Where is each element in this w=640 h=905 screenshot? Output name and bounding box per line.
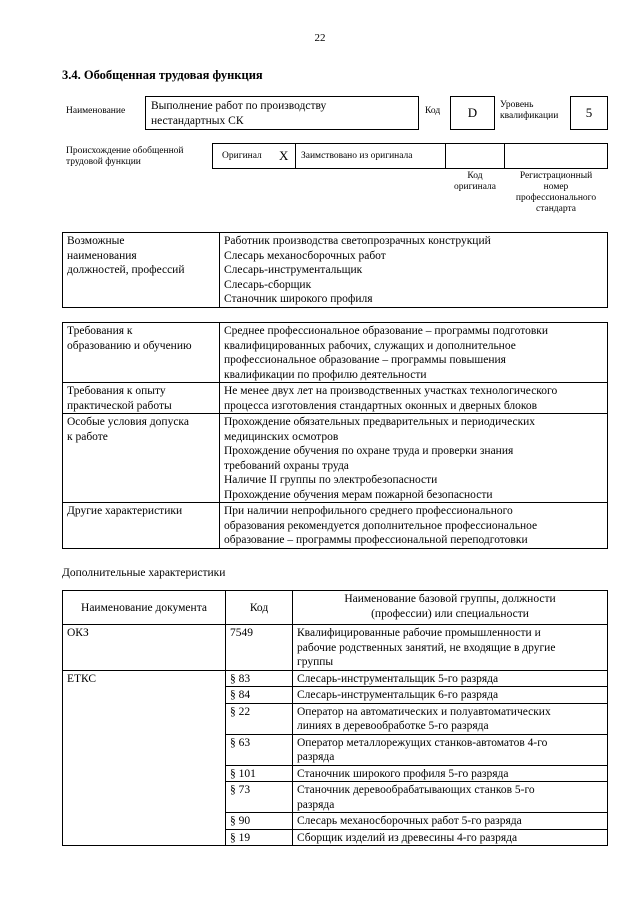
name-line: линиях в деревообработке 5-го разряда (297, 720, 489, 732)
requirements-table (62, 322, 608, 549)
requirement-value (220, 414, 608, 503)
value-line: Не менее двух лет на производственных участках технологического (224, 385, 558, 397)
doc-cell: ОКЗ (63, 625, 226, 671)
caption-line: оригинала (454, 182, 496, 192)
label-line: Другие характеристики (67, 505, 183, 517)
additional-title: Дополнительные характеристики (62, 567, 226, 579)
positions-table (62, 232, 608, 308)
value-line: Наличие II группы по электробезопасности (224, 474, 438, 486)
code-header: Код (226, 591, 293, 625)
code-cell: § 83 (226, 670, 293, 687)
requirement-row (63, 323, 608, 383)
code-cell: § 22 (226, 703, 293, 734)
level-label-line: квалификации (500, 111, 559, 121)
value-line: Прохождение обязательных предварительных и периодических (224, 416, 536, 428)
function-name-line: Выполнение работ по производству (151, 100, 327, 112)
table-row (63, 625, 608, 671)
value-line: требований охраны труда (224, 459, 349, 472)
doc-cell: ЕТКС (63, 670, 226, 846)
position-item: Слесарь-сборщик (224, 278, 312, 291)
position-item: Слесарь-инструментальщик (224, 264, 363, 276)
code-cell: § 84 (226, 687, 293, 704)
header-line: (профессии) или специальности (371, 607, 529, 620)
name-line: разряда (297, 798, 335, 811)
requirement-value (220, 323, 608, 383)
page-number: 22 (314, 32, 326, 44)
caption-line: Код (467, 171, 483, 181)
caption-line: Регистрационный (519, 171, 593, 181)
positions-label (63, 233, 220, 308)
value-line: квалификации по профилю деятельности (224, 368, 427, 381)
requirement-label (63, 323, 220, 383)
value-line: образования рекомендуется дополнительное профессиональное (224, 519, 538, 532)
name-cell: Слесарь-инструментальщик 5-го разряда (293, 670, 608, 687)
name-cell: Станочник широкого профиля 5-го разряда (293, 765, 608, 782)
origin-label (66, 146, 184, 168)
code-value: D (450, 96, 495, 130)
name-line: Оператор металлорежущих станков-автоматов 4-го (297, 736, 548, 749)
name-line: Оператор на автоматических и полуавтоматических (297, 705, 551, 718)
name-cell (293, 703, 608, 734)
name-cell: Слесарь механосборочных работ 5-го разряда (293, 813, 608, 830)
name-line: разряда (297, 751, 335, 763)
registration-caption (504, 171, 608, 215)
header-row (63, 591, 608, 625)
label-line: должностей, профессий (67, 264, 185, 276)
code-cell: § 90 (226, 813, 293, 830)
value-line: Прохождение обучения мерам пожарной безопасности (224, 488, 493, 501)
caption-line: стандарта (536, 204, 576, 214)
level-label-line: Уровень (500, 100, 534, 110)
code-cell: 7549 (226, 625, 293, 671)
requirement-label (63, 383, 220, 414)
group-header (293, 591, 608, 625)
name-cell (293, 734, 608, 765)
original-label: Оригинал (222, 151, 262, 161)
label-line: Особые условия допуска (67, 416, 189, 428)
name-label: Наименование (66, 106, 126, 116)
value-line: При наличии непрофильного среднего профессионального (224, 505, 513, 517)
name-cell: Слесарь-инструментальщик 6-го разряда (293, 687, 608, 704)
value-line: образование – программы профессиональной переподготовки (224, 534, 528, 546)
function-name-box (145, 96, 419, 130)
code-cell: § 73 (226, 782, 293, 813)
level-label (500, 100, 558, 122)
requirement-row (63, 503, 608, 549)
code-label: Код (425, 106, 441, 116)
name-cell (293, 782, 608, 813)
positions-list (220, 233, 608, 308)
level-value: 5 (570, 96, 608, 130)
function-name-line: нестандартных СК (151, 114, 244, 127)
name-line: группы (297, 656, 334, 668)
original-mark: X (279, 148, 289, 163)
origin-label-line: Происхождение обобщенной (66, 146, 184, 156)
value-line: Среднее профессиональное образование – программы подготовки (224, 325, 549, 337)
code-cell: § 101 (226, 765, 293, 782)
requirement-value (220, 503, 608, 549)
code-cell: § 63 (226, 734, 293, 765)
value-line: процесса изготовления стандартных оконных и дверных блоков (224, 399, 538, 412)
code-cell: § 19 (226, 829, 293, 846)
table-row (63, 670, 608, 687)
name-cell: Сборщик изделий из древесины 4-го разряда (293, 829, 608, 846)
label-line: Возможные (67, 235, 125, 247)
label-line: Требования к (67, 325, 133, 337)
value-line: медицинских осмотров (224, 430, 339, 443)
name-line: Станочник деревообрабатывающих станков 5-го (297, 784, 535, 796)
requirement-row (63, 383, 608, 414)
header-line: Наименование базовой группы, должности (344, 593, 556, 605)
origin-label-line: трудовой функции (66, 157, 141, 167)
requirement-value (220, 383, 608, 414)
value-line: профессиональное образование – программы повышения (224, 354, 506, 366)
position-item: Работник производства светопрозрачных конструкций (224, 235, 491, 247)
position-item: Слесарь механосборочных работ (224, 249, 386, 262)
label-line: к работе (67, 430, 108, 443)
caption-line: номер (543, 182, 569, 192)
original-code-caption (446, 171, 504, 193)
name-line: рабочие родственных занятий, не входящие в другие (297, 641, 556, 654)
requirement-row (63, 414, 608, 503)
label-line: Требования к опыту (67, 385, 166, 397)
label-line: образованию и обучению (67, 339, 192, 352)
additional-table (62, 590, 608, 846)
value-line: Прохождение обучения по охране труда и проверки знания (224, 445, 514, 457)
caption-line: профессионального (515, 193, 597, 203)
section-title: 3.4. Обобщенная трудовая функция (62, 68, 263, 82)
requirement-label (63, 503, 220, 549)
name-line: Квалифицированные рабочие промышленности и (297, 627, 541, 639)
label-line: наименования (67, 249, 137, 262)
borrowed-label: Заимствовано из оригинала (301, 151, 413, 161)
label-line: практической работы (67, 399, 172, 412)
value-line: квалифицированных рабочих, служащих и дополнительное (224, 339, 516, 352)
name-cell (293, 625, 608, 671)
doc-header: Наименование документа (63, 591, 226, 625)
position-item: Станочник широкого профиля (224, 293, 373, 305)
origin-box (212, 143, 608, 169)
requirement-label (63, 414, 220, 503)
